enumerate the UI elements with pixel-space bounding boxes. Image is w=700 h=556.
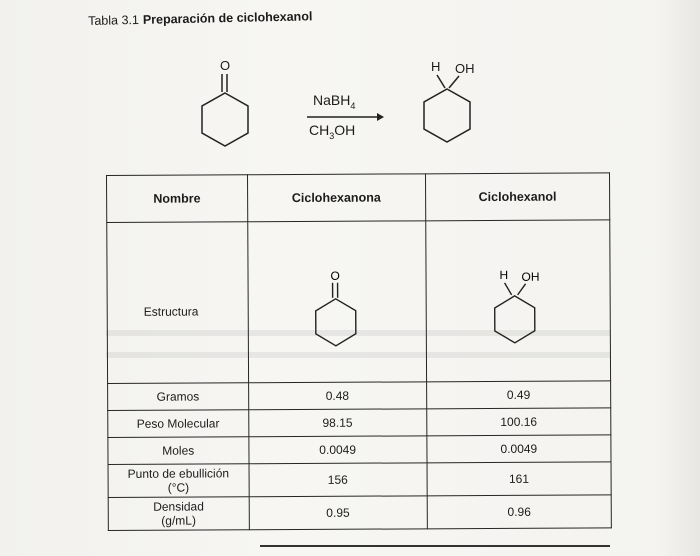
cyclohexanone-table-structure xyxy=(307,266,368,366)
ketone-value: 0.0049 xyxy=(248,436,426,464)
ring-shape xyxy=(202,93,248,146)
cyclohexanone-structure xyxy=(190,50,270,160)
properties-table xyxy=(106,172,612,531)
reagent-ch3oh: $CH_3OH$ xyxy=(309,122,356,141)
row-name: Gramos xyxy=(108,383,249,411)
row-name: Moles xyxy=(108,437,249,465)
table-number: Tabla 3.1 xyxy=(88,12,140,28)
next-table-border xyxy=(260,545,610,547)
table-row-gramos xyxy=(108,381,611,411)
alcohol-structure-cell xyxy=(426,220,611,382)
ketone-oxygen-label: O xyxy=(220,58,231,73)
cyclohexanol-table-structure xyxy=(478,265,559,365)
alcohol-oh-label: OH xyxy=(455,61,475,76)
page-shadow xyxy=(660,0,700,556)
table-row-densidad xyxy=(108,495,611,531)
alcohol-value: 161 xyxy=(427,462,611,496)
alcohol-h-label: H xyxy=(431,59,441,74)
ketone-value: 156 xyxy=(249,463,427,497)
header-ciclohexanol: Ciclohexanol xyxy=(425,173,609,221)
alcohol-h-label: H xyxy=(499,267,509,282)
ring-shape xyxy=(424,89,470,142)
structure-label: Estructura xyxy=(107,222,248,384)
ketone-value: 98.15 xyxy=(248,409,426,437)
header-ciclohexanona: Ciclohexanona xyxy=(247,174,425,222)
table-row-punto-ebullicion xyxy=(108,462,611,498)
row-name: Peso Molecular xyxy=(108,410,249,438)
structure-row xyxy=(107,220,611,384)
table-row-moles xyxy=(108,435,611,465)
reagent-nabh4: NaBH$_4$ xyxy=(313,92,356,111)
ketone-value: 0.48 xyxy=(248,382,426,410)
alcohol-value: 100.16 xyxy=(427,408,611,436)
reaction-arrow xyxy=(305,112,385,122)
table-row-peso-molecular xyxy=(108,408,611,438)
alcohol-oh-label: OH xyxy=(521,269,540,284)
table-header-row xyxy=(107,173,610,223)
ketone-structure-cell xyxy=(247,221,426,383)
ketone-value: 0.95 xyxy=(249,496,427,530)
cyclohexanol-structure xyxy=(405,55,505,160)
alcohol-value: 0.96 xyxy=(427,495,611,529)
alcohol-value: 0.49 xyxy=(426,381,610,409)
row-name: Punto de ebullición (°C) xyxy=(108,464,249,498)
row-name: Densidad (g/mL) xyxy=(108,497,249,531)
table-caption: Preparación de ciclohexanol xyxy=(142,9,313,27)
ketone-oxygen-label: O xyxy=(330,268,341,283)
header-nombre: Nombre xyxy=(107,175,248,223)
table-title xyxy=(88,9,312,28)
alcohol-value: 0.0049 xyxy=(427,435,611,463)
